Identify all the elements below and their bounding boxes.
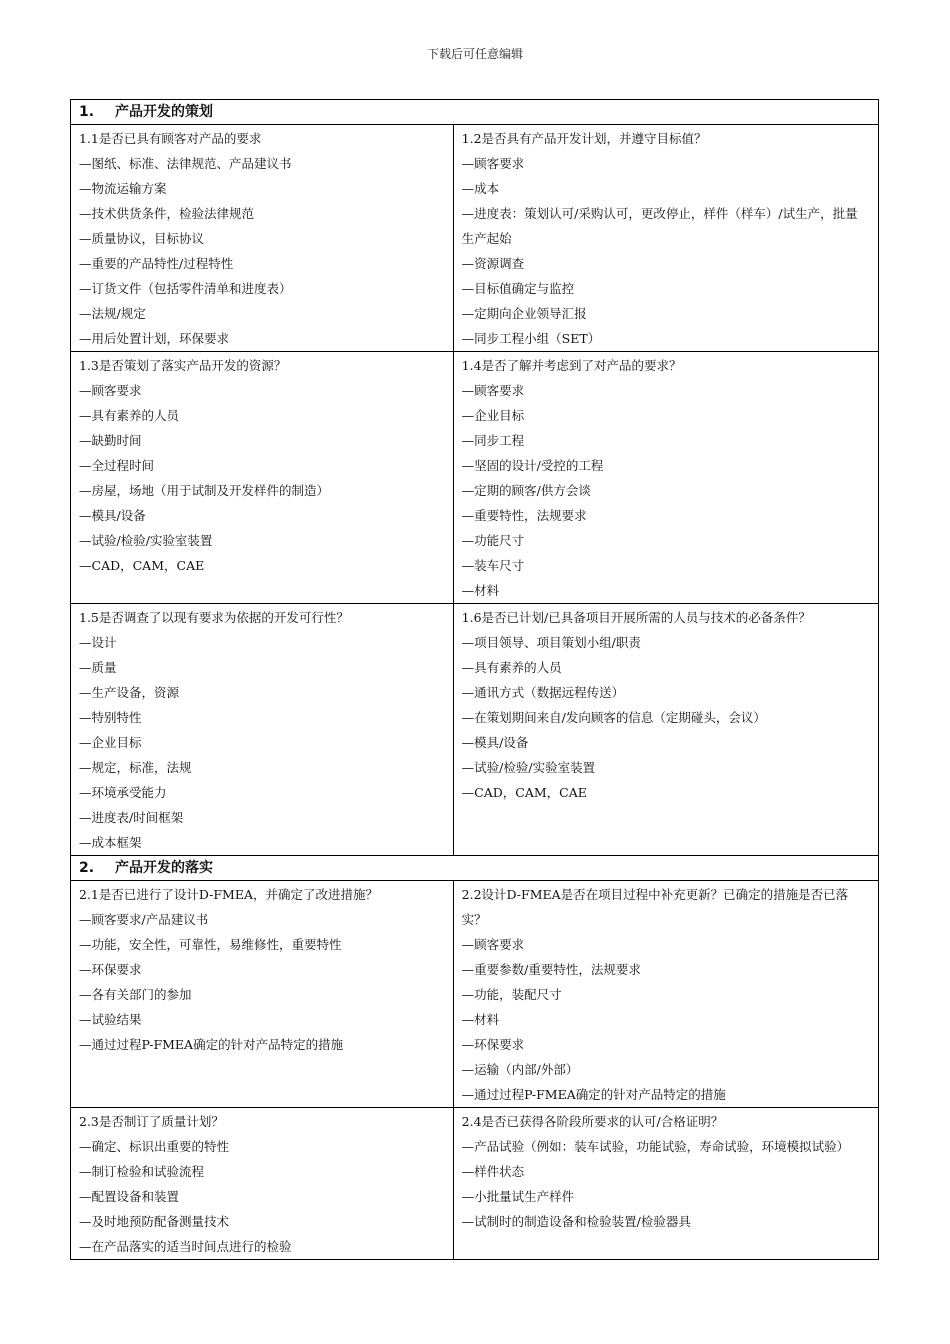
checklist-item: —同步工程 xyxy=(461,433,525,448)
checklist-item: —项目领导、项目策划小组/职责 xyxy=(461,635,641,650)
checklist-item: —用后处置计划，环保要求 xyxy=(79,331,230,346)
checklist-item: —房屋，场地（用于试制及开发样件的制造） xyxy=(79,483,330,498)
checklist-item: —企业目标 xyxy=(461,408,525,423)
checklist-item: —物流运输方案 xyxy=(79,181,167,196)
checklist-item: —通讯方式（数据远程传送） xyxy=(461,685,625,700)
question-row xyxy=(71,604,879,856)
checklist-item: —通过过程P-FMEA确定的针对产品特定的措施 xyxy=(79,1037,344,1052)
checklist-item: —功能尺寸 xyxy=(461,533,525,548)
checklist-item: —模具/设备 xyxy=(79,508,146,523)
checklist-item: —顾客要求 xyxy=(461,937,525,952)
question-title: 2.1是否已进行了设计D-FMEA，并确定了改进措施？ xyxy=(79,887,378,902)
question-title: 1.6是否已计划/已具备项目开展所需的人员与技术的必备条件？ xyxy=(461,610,811,625)
checklist-item: —CAD，CAM，CAE xyxy=(461,785,587,800)
section-header xyxy=(71,100,879,125)
question-cell-left xyxy=(71,125,454,352)
checklist-item: —顾客要求 xyxy=(461,156,525,171)
checklist-item: —顾客要求/产品建议书 xyxy=(79,912,209,927)
checklist-item: —质量协议，目标协议 xyxy=(79,231,205,246)
checklist-item: —环境承受能力 xyxy=(79,785,167,800)
checklist-item: —重要的产品特性/过程特性 xyxy=(79,256,234,271)
checklist-item: —产品试验（例如：装车试验，功能试验，寿命试验，环境模拟试验） xyxy=(461,1139,850,1154)
checklist-item: —进度表/时间框架 xyxy=(79,810,184,825)
checklist-item: —目标值确定与监控 xyxy=(461,281,575,296)
checklist-item: —试制时的制造设备和检验装置/检验器具 xyxy=(461,1214,691,1229)
checklist-item: —试验/检验/实验室装置 xyxy=(79,533,213,548)
question-row xyxy=(71,1108,879,1260)
checklist-item: —具有素养的人员 xyxy=(79,408,180,423)
checklist-item: —进度表：策划认可/采购认可，更改停止，样件（样车）/试生产，批量生产起始 xyxy=(461,206,858,246)
section-number: 2. xyxy=(79,860,95,876)
checklist-item: —具有素养的人员 xyxy=(461,660,562,675)
checklist-item: —材料 xyxy=(461,1012,500,1027)
checklist-item: —制订检验和试验流程 xyxy=(79,1164,205,1179)
question-cell-left xyxy=(71,1108,454,1260)
question-cell-left xyxy=(71,604,454,856)
section-header-row xyxy=(71,100,879,125)
checklist-item: —及时地预防配备测量技术 xyxy=(79,1214,230,1229)
checklist-item: —资源调查 xyxy=(461,256,525,271)
checklist-item: —重要参数/重要特性，法规要求 xyxy=(461,962,641,977)
checklist-item: —功能，安全性，可靠性，易维修性，重要特性 xyxy=(79,937,342,952)
checklist-item: —图纸、标准、法律规范、产品建议书 xyxy=(79,156,292,171)
checklist-item: —质量 xyxy=(79,660,117,675)
checklist-item: —同步工程小组（SET） xyxy=(461,331,601,346)
checklist-item: —模具/设备 xyxy=(461,735,529,750)
checklist-item: —试验/检验/实验室装置 xyxy=(461,760,596,775)
checklist-item: —规定，标准，法规 xyxy=(79,760,192,775)
checklist-item: —各有关部门的参加 xyxy=(79,987,192,1002)
checklist-item: —在策划期间来自/发向顾客的信息（定期碰头，会议） xyxy=(461,710,766,725)
checklist-item: —特别特性 xyxy=(79,710,142,725)
checklist-item: —重要特性，法规要求 xyxy=(461,508,587,523)
checklist-item: —顾客要求 xyxy=(79,383,142,398)
section-title: 产品开发的策划 xyxy=(115,104,213,120)
question-row xyxy=(71,352,879,604)
question-row xyxy=(71,125,879,352)
question-cell-right xyxy=(453,881,878,1108)
question-title: 2.2设计D-FMEA是否在项目过程中补充更新？已确定的措施是否已落实？ xyxy=(461,887,849,927)
checklist-item: —企业目标 xyxy=(79,735,142,750)
section-header-row xyxy=(71,856,879,881)
question-title: 1.2是否具有产品开发计划，并遵守目标值？ xyxy=(461,131,707,146)
checklist-item: —坚固的设计/受控的工程 xyxy=(461,458,604,473)
checklist-item: —功能，装配尺寸 xyxy=(461,987,562,1002)
checklist-item: —定期向企业领导汇报 xyxy=(461,306,587,321)
checklist-item: —订货文件（包括零件清单和进度表） xyxy=(79,281,292,296)
checklist-item: —装车尺寸 xyxy=(461,558,525,573)
question-row xyxy=(71,881,879,1108)
checklist-item: —通过过程P-FMEA确定的针对产品特定的措施 xyxy=(461,1087,726,1102)
checklist-table xyxy=(70,99,879,1260)
question-title: 1.5是否调查了以现有要求为依据的开发可行性？ xyxy=(79,610,349,625)
section-number: 1. xyxy=(79,104,95,120)
checklist-item: —顾客要求 xyxy=(461,383,525,398)
checklist-item: —设计 xyxy=(79,635,117,650)
question-cell-right xyxy=(453,125,878,352)
checklist-item: —材料 xyxy=(461,583,500,598)
checklist-item: —定期的顾客/供方会谈 xyxy=(461,483,591,498)
checklist-item: —生产设备，资源 xyxy=(79,685,180,700)
question-cell-left xyxy=(71,881,454,1108)
checklist-item: —环保要求 xyxy=(461,1037,525,1052)
checklist-item: —技术供货条件，检验法律规范 xyxy=(79,206,255,221)
question-cell-left xyxy=(71,352,454,604)
checklist-item: —成本 xyxy=(461,181,500,196)
checklist-item: —成本框架 xyxy=(79,835,142,850)
section-title: 产品开发的落实 xyxy=(115,860,213,876)
checklist-item: —环保要求 xyxy=(79,962,142,977)
checklist-item: —法规/规定 xyxy=(79,306,146,321)
checklist-item: —在产品落实的适当时间点进行的检验 xyxy=(79,1239,292,1254)
section-header xyxy=(71,856,879,881)
question-title: 2.3是否制订了质量计划？ xyxy=(79,1114,224,1129)
checklist-item: —确定、标识出重要的特性 xyxy=(79,1139,230,1154)
checklist-item: —样件状态 xyxy=(461,1164,525,1179)
question-title: 1.1是否已具有顾客对产品的要求 xyxy=(79,131,262,146)
checklist-item: —全过程时间 xyxy=(79,458,155,473)
question-cell-right xyxy=(453,604,878,856)
question-title: 2.4是否已获得各阶段所要求的认可/合格证明？ xyxy=(461,1114,724,1129)
checklist-item: —小批量试生产样件 xyxy=(461,1189,575,1204)
question-title: 1.3是否策划了落实产品开发的资源？ xyxy=(79,358,287,373)
page-header: 下载后可任意编辑 xyxy=(426,47,523,61)
checklist-item: —试验结果 xyxy=(79,1012,142,1027)
checklist-item: —配置设备和装置 xyxy=(79,1189,180,1204)
checklist-item: —CAD，CAM，CAE xyxy=(79,558,205,573)
checklist-item: —运输（内部/外部） xyxy=(461,1062,579,1077)
question-cell-right xyxy=(453,352,878,604)
question-cell-right xyxy=(453,1108,878,1260)
checklist-item: —缺勤时间 xyxy=(79,433,142,448)
question-title: 1.4是否了解并考虑到了对产品的要求？ xyxy=(461,358,682,373)
